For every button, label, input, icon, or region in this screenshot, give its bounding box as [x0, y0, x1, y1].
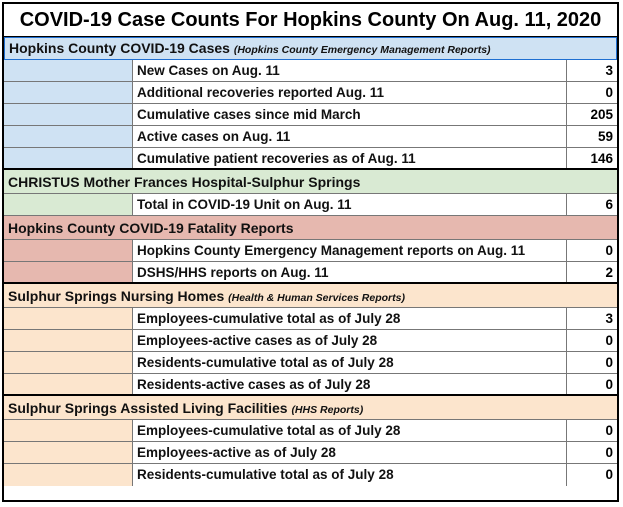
row-label: Employees-cumulative total as of July 28 [133, 420, 567, 441]
table-row[interactable] [4, 262, 617, 284]
section-header-hospital[interactable] [4, 170, 617, 194]
section-title: Hopkins County COVID-19 Cases [9, 40, 230, 56]
row-value: 6 [567, 194, 617, 215]
row-label: DSHS/HHS reports on Aug. 11 [133, 262, 567, 282]
row-label: Cumulative cases since mid March [133, 104, 567, 125]
table-row[interactable] [4, 374, 617, 396]
row-value: 2 [567, 262, 617, 282]
page-title: COVID-19 Case Counts For Hopkins County On Aug. 11, 2020 [4, 4, 617, 37]
row-value: 0 [567, 374, 617, 394]
row-spacer [4, 262, 133, 282]
row-spacer [4, 148, 133, 168]
row-spacer [4, 240, 133, 261]
row-label: Residents-active cases as of July 28 [133, 374, 567, 394]
table-row[interactable] [4, 308, 617, 330]
row-value: 0 [567, 240, 617, 261]
row-value: 59 [567, 126, 617, 147]
section-subtitle: (Hopkins County Emergency Management Reports) [233, 44, 491, 56]
row-value: 205 [567, 104, 617, 125]
row-value: 3 [567, 60, 617, 81]
row-value: 0 [567, 82, 617, 103]
section-header-hopkins-cases[interactable] [4, 37, 617, 60]
row-spacer [4, 330, 133, 351]
row-spacer [4, 104, 133, 125]
section-header-fatality[interactable] [4, 216, 617, 240]
section-title: Sulphur Springs Assisted Living Facilities [8, 400, 288, 416]
row-value: 0 [567, 420, 617, 441]
row-spacer [4, 194, 133, 215]
row-spacer [4, 442, 133, 463]
table-row[interactable] [4, 104, 617, 126]
row-spacer [4, 60, 133, 81]
row-label: Total in COVID-19 Unit on Aug. 11 [133, 194, 567, 215]
section-subtitle: (Health & Human Services Reports) [228, 292, 405, 304]
section-header-nursing-homes[interactable] [4, 284, 617, 308]
row-value: 0 [567, 442, 617, 463]
row-label: Active cases on Aug. 11 [133, 126, 567, 147]
row-label: Employees-cumulative total as of July 28 [133, 308, 567, 329]
row-label: Residents-cumulative total as of July 28 [133, 464, 567, 486]
row-spacer [4, 464, 133, 486]
row-value: 3 [567, 308, 617, 329]
row-value: 0 [567, 352, 617, 373]
row-label: Hopkins County Emergency Management reports on Aug. 11 [133, 240, 567, 261]
table-row[interactable] [4, 126, 617, 148]
table-row[interactable] [4, 330, 617, 352]
row-value: 146 [567, 148, 617, 168]
section-title: Hopkins County COVID-19 Fatality Reports [8, 220, 294, 236]
row-spacer [4, 420, 133, 441]
row-spacer [4, 126, 133, 147]
table-row[interactable] [4, 464, 617, 486]
row-label: Cumulative patient recoveries as of Aug. 11 [133, 148, 567, 168]
row-spacer [4, 374, 133, 394]
table-row[interactable] [4, 82, 617, 104]
row-spacer [4, 82, 133, 103]
section-title: CHRISTUS Mother Frances Hospital-Sulphur Springs [8, 174, 361, 190]
table-row[interactable] [4, 60, 617, 82]
row-label: Additional recoveries reported Aug. 11 [133, 82, 567, 103]
table-row[interactable] [4, 148, 617, 170]
section-title: Sulphur Springs Nursing Homes [8, 288, 225, 304]
row-spacer [4, 352, 133, 373]
table-row[interactable] [4, 240, 617, 262]
section-subtitle: (HHS Reports) [291, 404, 364, 416]
row-label: Employees-active as of July 28 [133, 442, 567, 463]
row-label: New Cases on Aug. 11 [133, 60, 567, 81]
row-value: 0 [567, 330, 617, 351]
table-row[interactable] [4, 352, 617, 374]
table-row[interactable] [4, 194, 617, 216]
spreadsheet-table [2, 2, 619, 502]
table-row[interactable] [4, 442, 617, 464]
section-header-assisted-living[interactable] [4, 396, 617, 420]
table-row[interactable] [4, 420, 617, 442]
row-label: Residents-cumulative total as of July 28 [133, 352, 567, 373]
row-label: Employees-active cases as of July 28 [133, 330, 567, 351]
row-value: 0 [567, 464, 617, 486]
row-spacer [4, 308, 133, 329]
